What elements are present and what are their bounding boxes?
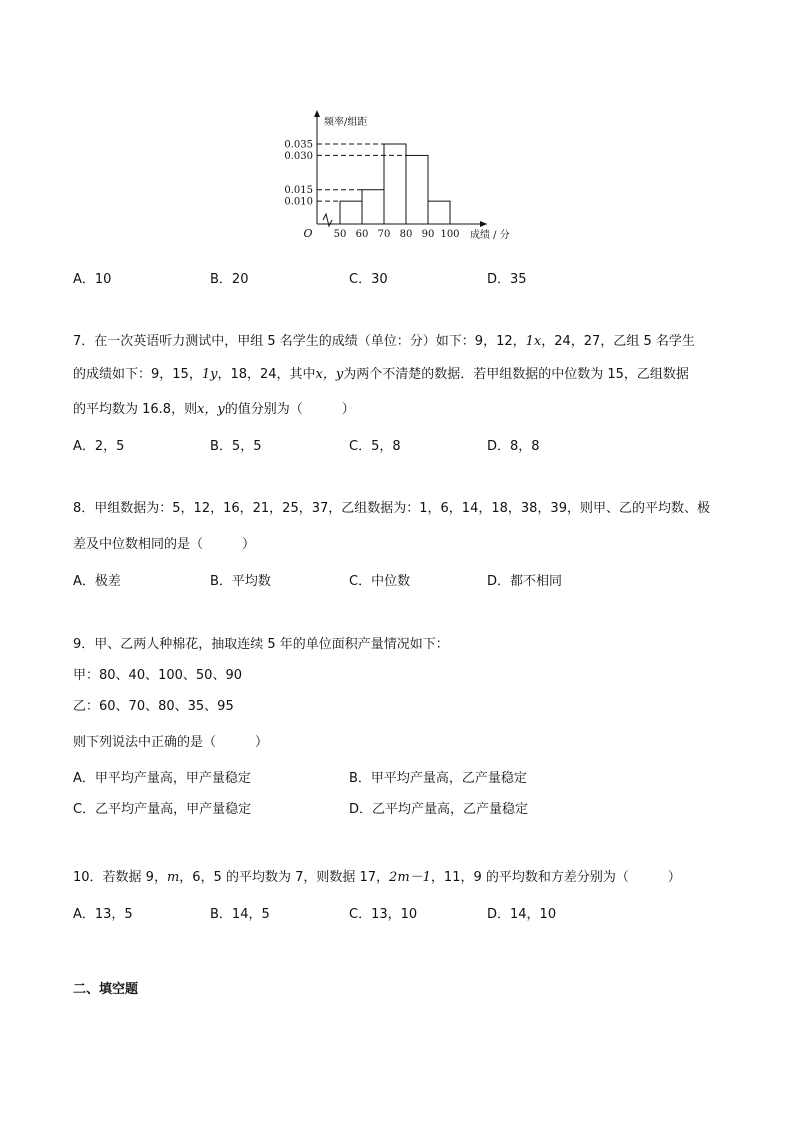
y-axis-arrow — [314, 110, 320, 117]
x-tick-label: 70 — [377, 229, 391, 240]
q10-option-b[interactable]: B．14，5 — [210, 907, 270, 922]
q10-expression: 2m－1 — [389, 870, 431, 885]
q7-option-d[interactable]: D．8，8 — [487, 439, 540, 454]
q8-option-d[interactable]: D．都不相同 — [487, 574, 563, 589]
q7-line-2 — [73, 363, 689, 382]
x-tick-label: 90 — [421, 229, 435, 240]
q10-option-a[interactable]: A．13，5 — [73, 907, 133, 922]
q7-variables: x，y — [197, 402, 225, 417]
q10-variable-m: m — [166, 870, 180, 885]
x-tick-label: 100 — [440, 229, 460, 240]
q9-line-1: 9．甲、乙两人种棉花，抽取连续 5 年的单位面积产量情况如下： — [73, 637, 449, 652]
y-tick-label: 0.010 — [284, 196, 313, 208]
q9-option-c[interactable]: C．乙平均产量高，甲产量稳定 — [73, 802, 252, 817]
q7-line-3 — [73, 398, 355, 417]
histogram-bar — [362, 190, 384, 224]
q7-text: 为两个不清楚的数据．若甲组数据的中位数为 15，乙组数据 — [343, 367, 689, 382]
q6-option-c[interactable]: C．30 — [349, 272, 388, 287]
q7-text: 7．在一次英语听力测试中，甲组 5 名学生的成绩（单位：分）如下：9，12， — [73, 334, 526, 349]
q7-line-1 — [73, 330, 695, 349]
histogram-bar — [384, 144, 406, 224]
q9-line-4: 则下列说法中正确的是（ ） — [73, 735, 269, 750]
q10-option-c[interactable]: C．13，10 — [349, 907, 418, 922]
q9-data-yi: 乙：60、70、80、35、95 — [73, 699, 234, 714]
histogram-bar — [406, 155, 428, 224]
q8-option-a[interactable]: A．极差 — [73, 574, 121, 589]
q7-option-c[interactable]: C．5，8 — [349, 439, 401, 454]
q7-option-a[interactable]: A．2，5 — [73, 439, 125, 454]
x-tick-label: 60 — [355, 229, 369, 240]
q9-option-a[interactable]: A．甲平均产量高，甲产量稳定 — [73, 771, 251, 786]
q6-option-b[interactable]: B．20 — [210, 272, 249, 287]
q7-variables: x，y — [315, 367, 344, 382]
q10-line-1 — [73, 866, 681, 885]
q7-blank-x: 1x — [525, 334, 542, 349]
q7-text: 的平均数为 16.8，则 — [73, 402, 198, 417]
q7-blank-y: 1y — [201, 367, 218, 382]
q6-option-d[interactable]: D．35 — [487, 272, 527, 287]
histogram-bar — [340, 201, 362, 224]
origin-label: O — [303, 227, 313, 240]
y-tick-label: 0.035 — [284, 139, 313, 151]
x-axis-arrow — [480, 221, 487, 227]
histogram-bar — [428, 201, 450, 224]
q10-text: ，11，9 的平均数和方差分别为（ ） — [430, 870, 681, 885]
q9-option-b[interactable]: B．甲平均产量高，乙产量稳定 — [349, 771, 527, 786]
q7-option-b[interactable]: B．5，5 — [210, 439, 262, 454]
q7-text: 的成绩如下：9，15， — [73, 367, 202, 382]
x-axis-label: 成绩 / 分 — [470, 230, 510, 241]
histogram-chart — [0, 0, 794, 260]
x-tick-label: 50 — [333, 229, 347, 240]
q7-text: ，18，24，其中 — [217, 367, 316, 382]
q8-option-c[interactable]: C．中位数 — [349, 574, 411, 589]
q8-line-2: 差及中位数相同的是（ ） — [73, 537, 256, 552]
q10-text: 10．若数据 9， — [73, 870, 167, 885]
section-title-fill-in: 二、填空题 — [73, 982, 139, 997]
q9-data-jia: 甲：80、40、100、50、90 — [73, 668, 242, 683]
q10-text: ，6，5 的平均数为 7，则数据 17， — [179, 870, 390, 885]
y-axis-label: 频率/组距 — [324, 117, 368, 128]
y-tick-label: 0.015 — [284, 185, 313, 197]
q8-line-1: 8．甲组数据为：5，12，16，21，25，37，乙组数据为：1，6，14，18，38，39，则甲、乙的平均数、极 — [73, 501, 710, 516]
y-tick-label: 0.030 — [284, 150, 313, 162]
q7-text: ，24，27，乙组 5 名学生 — [541, 334, 695, 349]
x-tick-label: 80 — [399, 229, 413, 240]
q7-text: 的值分别为（ ） — [224, 402, 355, 417]
q9-option-d[interactable]: D．乙平均产量高，乙产量稳定 — [349, 802, 529, 817]
q10-option-d[interactable]: D．14，10 — [487, 907, 557, 922]
q8-option-b[interactable]: B．平均数 — [210, 574, 271, 589]
q6-option-a[interactable]: A．10 — [73, 272, 112, 287]
